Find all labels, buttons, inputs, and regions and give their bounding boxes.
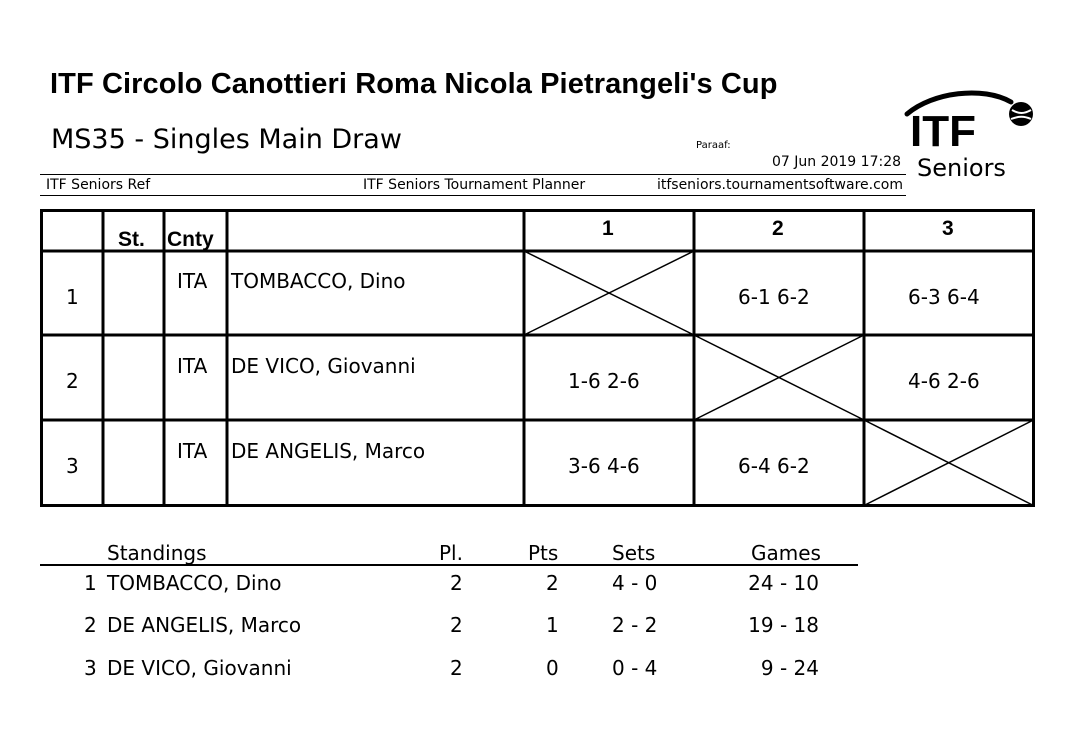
row2-position: 2 [66,369,79,393]
standings-header-games: Games [751,541,821,565]
draw-subtitle: MS35 - Singles Main Draw [51,124,402,155]
row2-score-vs-3: 4-6 2-6 [908,369,980,393]
paraaf-label: Paraaf: [696,140,731,151]
standings-points-3: 0 [546,656,559,680]
col-header-1: 1 [602,217,614,240]
row2-player-name: DE VICO, Giovanni [231,354,416,378]
standings-header-played: Pl. [439,541,463,565]
standings-name-3: DE VICO, Giovanni [107,656,292,680]
col-header-st: St. [118,228,145,251]
standings-games-2: 19 - 18 [748,613,819,637]
row1-score-vs-2: 6-1 6-2 [738,285,810,309]
row1-country: ITA [177,269,208,293]
row3-score-vs-1: 3-6 4-6 [568,454,640,478]
standings-header: Standings [107,541,207,565]
col-header-cnty: Cnty [167,228,214,251]
standings-points-2: 1 [546,613,559,637]
standings-sets-2: 2 - 2 [612,613,658,637]
row1-position: 1 [66,285,79,309]
standings-header-sets: Sets [612,541,656,565]
row2-country: ITA [177,354,208,378]
print-date: 07 Jun 2019 17:28 [772,154,902,170]
row3-player-name: DE ANGELIS, Marco [231,439,426,463]
row3-position: 3 [66,454,79,478]
row1-score-vs-3: 6-3 6-4 [908,285,980,309]
standings-sets-1: 4 - 0 [612,571,658,595]
website-label: itfseniors.tournamentsoftware.com [656,177,903,193]
planner-label: ITF Seniors Tournament Planner [363,177,586,193]
standings-games-3: 9 - 24 [760,656,819,680]
standings-rank-2: 2 [84,613,97,637]
standings-sets-3: 0 - 4 [612,656,658,680]
header-rule-top [40,174,906,175]
row1-player-name: TOMBACCO, Dino [231,269,406,293]
standings-played-2: 2 [450,613,463,637]
col-header-2: 2 [772,217,784,240]
round-robin-grid [40,209,1035,507]
col-header-3: 3 [942,217,954,240]
standings-name-1: TOMBACCO, Dino [107,571,282,595]
header-rule-bottom [40,195,906,196]
standings-rule [40,564,858,566]
standings-rank-3: 3 [84,656,97,680]
page-title: ITF Circolo Canottieri Roma Nicola Pietrangeli's Cup [50,68,778,100]
standings-played-1: 2 [450,571,463,595]
itf-seniors-logo [903,88,1039,184]
standings-rank-1: 1 [84,571,97,595]
row3-country: ITA [177,439,208,463]
ref-label: ITF Seniors Ref [46,177,151,193]
standings-points-1: 2 [546,571,559,595]
logo-tagline: Seniors [917,154,1006,182]
standings-games-1: 24 - 10 [748,571,819,595]
standings-name-2: DE ANGELIS, Marco [107,613,302,637]
standings-header-points: Pts [528,541,559,565]
row2-score-vs-1: 1-6 2-6 [568,369,640,393]
standings-played-3: 2 [450,656,463,680]
row3-score-vs-2: 6-4 6-2 [738,454,810,478]
logo-brand: ITF [910,107,976,156]
